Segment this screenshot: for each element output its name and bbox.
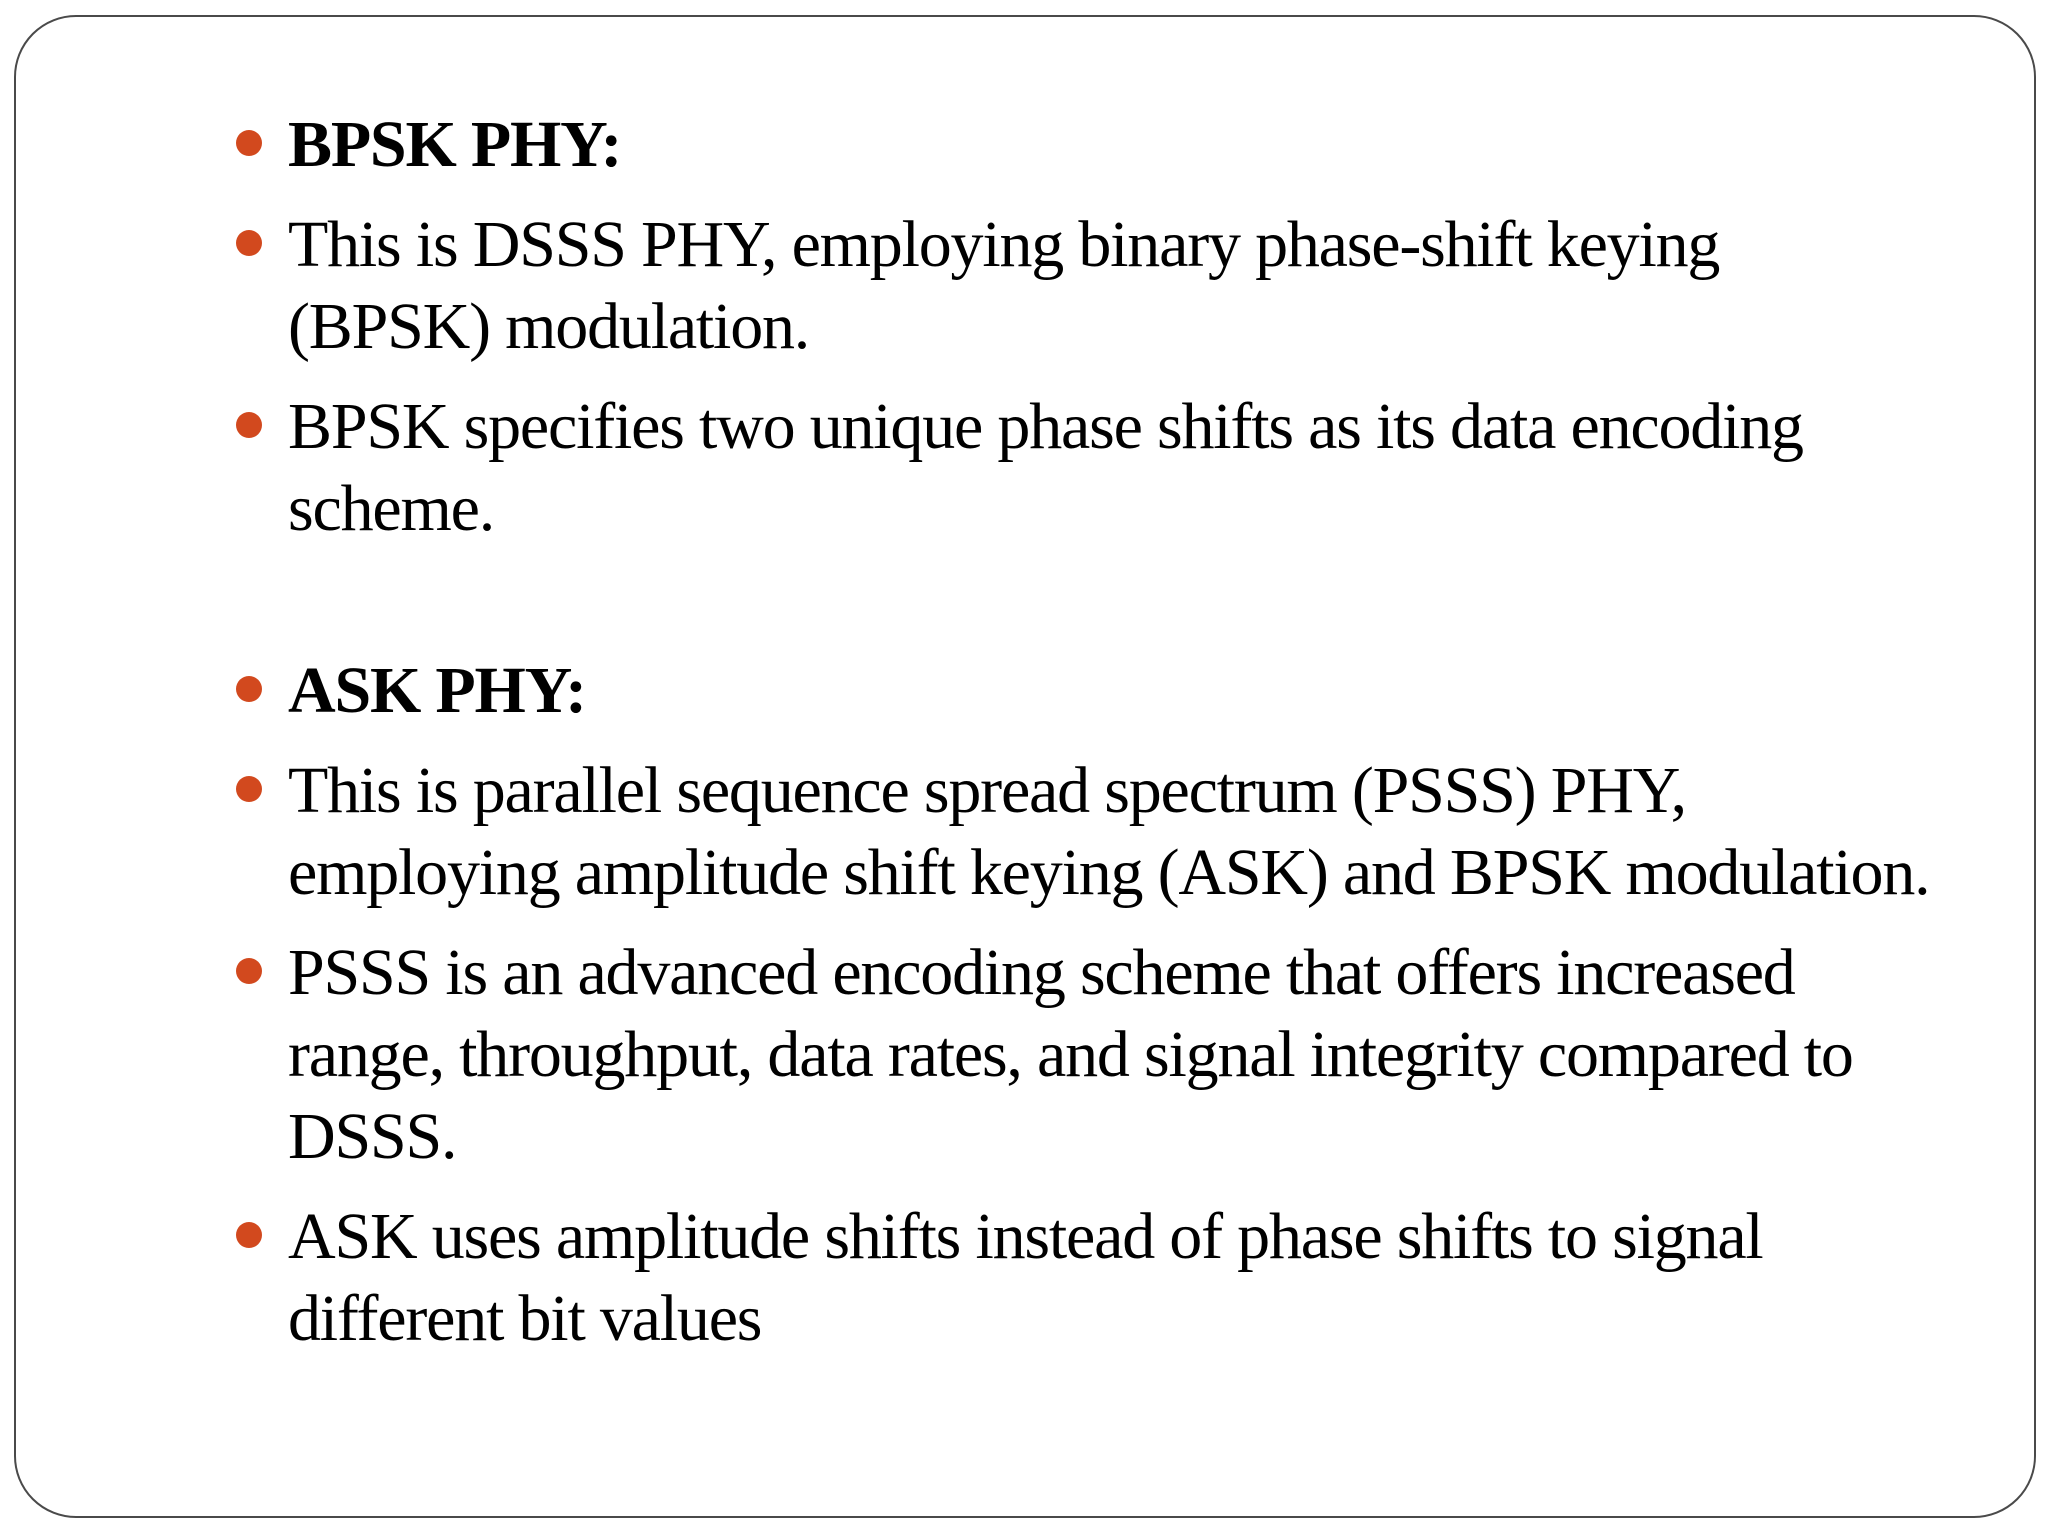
bullet-item-ask-shifts bbox=[236, 1196, 1936, 1360]
bullet-list bbox=[236, 104, 1936, 1378]
bullet-text: PSSS is an advanced encoding scheme that offers increased range, throughput, data rates, and signal integrity compared to DSSS. bbox=[288, 936, 1853, 1173]
bullet-item-ask-heading bbox=[236, 650, 1936, 732]
bullet-text: BPSK PHY: bbox=[288, 108, 622, 181]
bullet-dot-icon bbox=[236, 412, 262, 438]
bullet-dot-icon bbox=[236, 230, 262, 256]
bullet-item-bpsk-encoding bbox=[236, 386, 1936, 550]
bullet-text: ASK uses amplitude shifts instead of phase shifts to signal different bit values bbox=[288, 1200, 1763, 1355]
bullet-dot-icon bbox=[236, 676, 262, 702]
bullet-text: BPSK specifies two unique phase shifts as its data encoding scheme. bbox=[288, 390, 1803, 545]
bullet-text: This is DSSS PHY, employing binary phase-shift keying (BPSK) modulation. bbox=[288, 208, 1720, 363]
bullet-item-bpsk-description bbox=[236, 204, 1936, 368]
bullet-dot-icon bbox=[236, 958, 262, 984]
bullet-text: ASK PHY: bbox=[288, 654, 586, 727]
bullet-text: This is parallel sequence spread spectrum (PSSS) PHY, employing amplitude shift keying (ASK) and BPSK modulation. bbox=[288, 754, 1930, 909]
bullet-dot-icon bbox=[236, 1222, 262, 1248]
bullet-item-bpsk-heading bbox=[236, 104, 1936, 186]
bullet-item-psss-description bbox=[236, 932, 1936, 1178]
bullet-dot-icon bbox=[236, 776, 262, 802]
bullet-item-ask-description bbox=[236, 750, 1936, 914]
bullet-dot-icon bbox=[236, 130, 262, 156]
